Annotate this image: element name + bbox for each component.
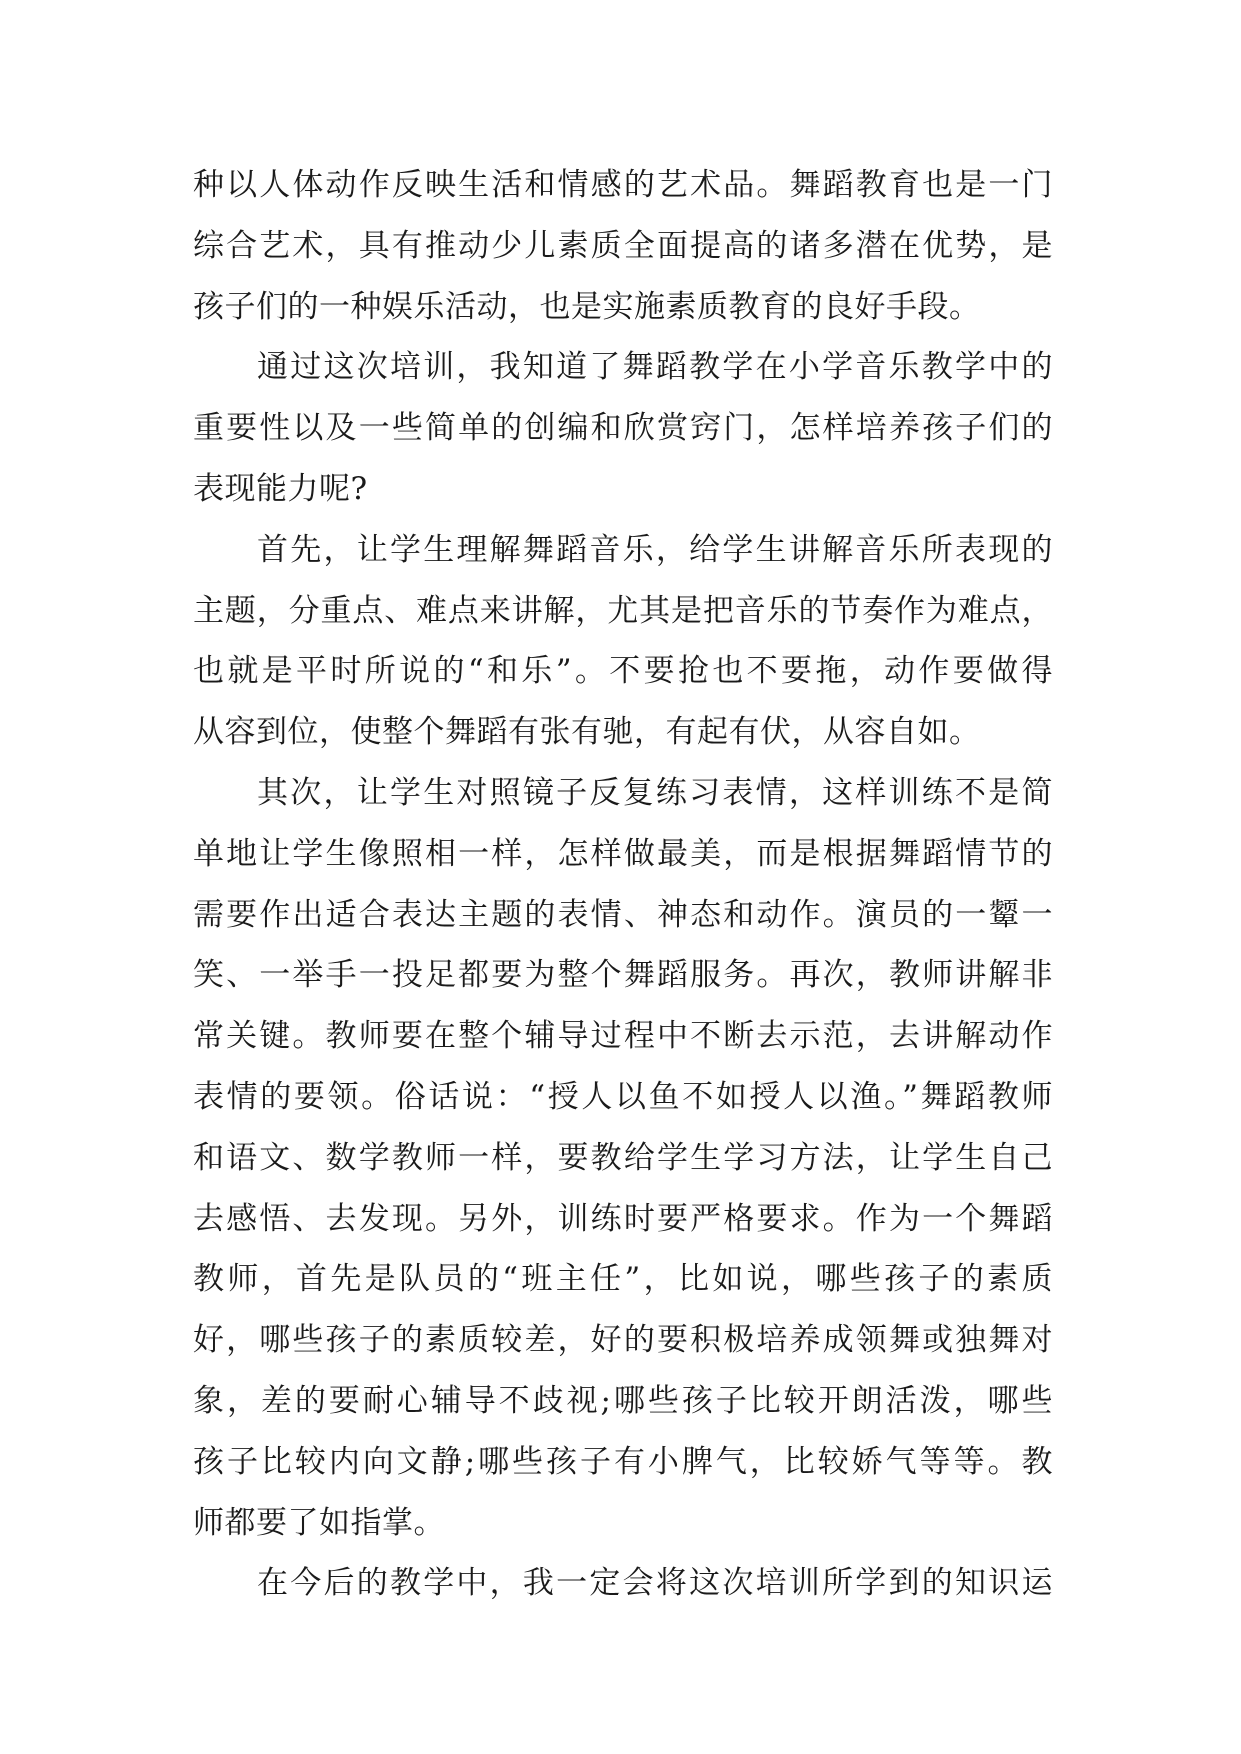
body-text: [193, 155, 1053, 1614]
text-line: 也就是平时所说的“和乐”。不要抢也不要拖，动作要做得: [193, 653, 1053, 690]
text-line: 孩子比较内向文静;哪些孩子有小脾气，比较娇气等等。教: [193, 1443, 1053, 1480]
text-line: 在今后的教学中，我一定会将这次培训所学到的知识运: [257, 1565, 1053, 1602]
text-line: 种以人体动作反映生活和情感的艺术品。舞蹈教育也是一门: [193, 167, 1053, 203]
text-line: 表现能力呢?: [193, 470, 368, 507]
text-line: 象，差的要耐心辅导不歧视;哪些孩子比较开朗活泼，哪些: [193, 1382, 1053, 1419]
text-line: 师都要了如指掌。: [193, 1504, 445, 1541]
text-line: 首先，让学生理解舞蹈音乐，给学生讲解音乐所表现的: [257, 531, 1053, 568]
text-line: 单地让学生像照相一样，怎样做最美，而是根据舞蹈情节的: [193, 835, 1053, 872]
text-line: 好，哪些孩子的素质较差，好的要积极培养成领舞或独舞对: [193, 1322, 1053, 1359]
text-line: 通过这次培训，我知道了舞蹈教学在小学音乐教学中的: [257, 349, 1053, 386]
text-line: 其次，让学生对照镜子反复练习表情，这样训练不是简: [257, 774, 1053, 811]
text-line: 主题，分重点、难点来讲解，尤其是把音乐的节奏作为难点，: [193, 592, 1053, 629]
text-line: 教师，首先是队员的“班主任”，比如说，哪些孩子的素质: [193, 1261, 1053, 1298]
text-line: 孩子们的一种娱乐活动，也是实施素质教育的良好手段。: [193, 288, 981, 325]
text-line: 表情的要领。俗话说：“授人以鱼不如授人以渔。”舞蹈教师: [193, 1078, 1053, 1115]
text-line: 需要作出适合表达主题的表情、神态和动作。演员的一颦一: [193, 896, 1053, 933]
text-line: 去感悟、去发现。另外，训练时要严格要求。作为一个舞蹈: [193, 1200, 1053, 1237]
text-line: 笑、一举手一投足都要为整个舞蹈服务。再次，教师讲解非: [193, 957, 1053, 994]
text-line: 从容到位，使整个舞蹈有张有驰，有起有伏，从容自如。: [193, 714, 981, 751]
text-line: 重要性以及一些简单的创编和欣赏窍门，怎样培养孩子们的: [193, 410, 1053, 447]
text-line: 综合艺术，具有推动少儿素质全面提高的诸多潜在优势，是: [193, 227, 1053, 264]
text-line: 常关键。教师要在整个辅导过程中不断去示范，去讲解动作: [193, 1018, 1053, 1055]
text-line: 和语文、数学教师一样，要教给学生学习方法，让学生自己: [193, 1139, 1053, 1176]
